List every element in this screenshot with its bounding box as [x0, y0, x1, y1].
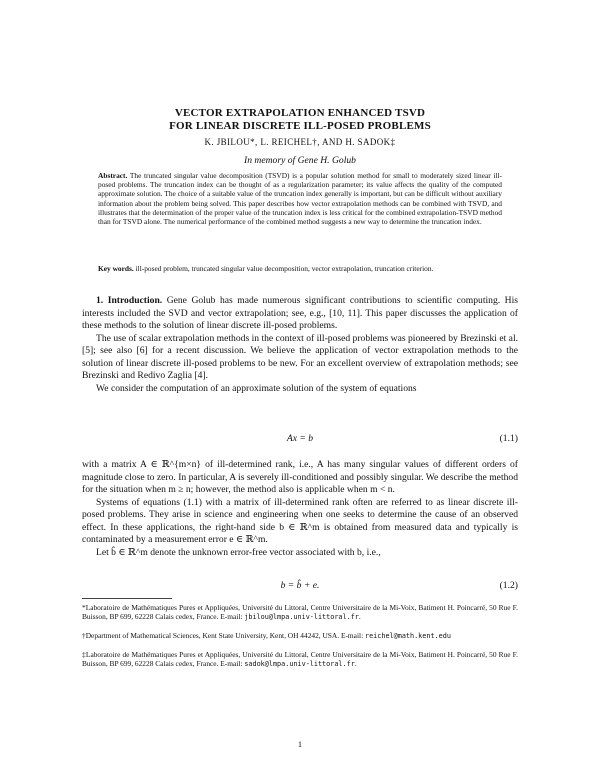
intro-paragraph-1: 1. Introduction. Gene Golub has made numerous significant contributions to scientific computing. His interests included the SVD and vector extrapolation; see, e.g., [10, 11]. This paper discusses the application of these methods to the solution of linear discrete ill-posed problems. [82, 295, 518, 331]
equation-1-2-expr: b = b̂ + e. [280, 580, 320, 591]
equation-1-1 [82, 433, 518, 447]
footnote-1-email[interactable]: jbilou@lmpa.univ-littoral.fr [244, 613, 359, 622]
keywords [98, 264, 502, 273]
intro-paragraph-3: We consider the computation of an approximate solution of the system of equations [96, 382, 417, 394]
keywords-label: Key words. [98, 264, 134, 273]
footnote-rule [82, 598, 172, 599]
equation-1-2-number: (1.2) [499, 580, 518, 591]
equation-1-1-number: (1.1) [499, 433, 518, 444]
keywords-text: ill-posed problem, truncated singular value decomposition, vector extrapolation, truncation criterion. [135, 264, 434, 273]
intro-paragraph-2: The use of scalar extrapolation methods in the context of ill-posed problems was pioneered by Brezinski et al. [5]; see also [6] for a recent discussion. We believe the application of vector extrapolation methods to the solution of linear discrete ill-posed problems to be new. For an excellent overview of extrapolation methods; see Brezinski and Redivo Zaglia [4]. [82, 332, 519, 381]
intro-paragraph-4: with a matrix A ∈ ℝ^{m×n} of ill-determined rank, i.e., A has many singular values of different orders of magnitude close to zero. In particular, A is severely ill-conditioned and possibly singular. We describe the method for the situation when m ≥ n; however, the method also is applicable when m < n. [82, 459, 518, 495]
title-line-1: VECTOR EXTRAPOLATION ENHANCED TSVD [174, 107, 426, 119]
equation-1-2 [82, 580, 518, 594]
abstract-label: Abstract. [98, 171, 128, 180]
footnote-1: *Laboratoire de Mathématiques Pures et Appliquées, Université du Littoral, Centre Universitaire de la Mi-Voix, Batiment H. Poincarré, 50 Rue F. Buisson, BP 699, 62228 Calais cedex, France. E-mail: jbilou@lmpa.univ-littoral.fr. [82, 603, 518, 622]
title-line-2: FOR LINEAR DISCRETE ILL-POSED PROBLEMS [169, 120, 431, 132]
intro-block-1 [82, 295, 518, 395]
section-heading: 1. Introduction. [96, 295, 163, 306]
abstract-text: The truncated singular value decomposition (TSVD) is a popular solution method for small to moderately sized linear ill-posed problems. The truncation index can be thought of as a regularization parameter; its value affects the quality of the computed approximate solution. The choice of a suitable value of the truncation index generally is important, but can be difficult without auxiliary information about the problem being solved. This paper describes how vector extrapolation methods can be combined with TSVD, and illustrates that the determination of the proper value of the truncation index is less critical for the combined extrapolation-TSVD method than for TSVD alone. The numerical performance of the combined method suggests a new way to determine the truncation index. [98, 171, 502, 227]
page-number: 1 [297, 740, 303, 749]
intro-paragraph-5: Systems of equations (1.1) with a matrix of ill-determined rank often are referred to as linear discrete ill-posed problems. They arise in science and engineering when one seeks to determine the cause of an observed effect. In these applications, the right-hand side b ∈ ℝ^m is obtained from measured data and typically is contaminated by a measurement error e ∈ ℝ^m. [82, 496, 518, 545]
footnote-3-email[interactable]: sadok@lmpa.univ-littoral.fr [244, 660, 355, 669]
equation-1-1-expr: Ax = b [286, 433, 314, 444]
authors: K. JBILOU*, L. REICHEL†, AND H. SADOK‡ [204, 137, 396, 147]
abstract [98, 171, 502, 226]
footnote-2: †Department of Mathematical Sciences, Kent State University, Kent, OH 44242, USA. E-mail: reichel@math.kent.edu [82, 631, 451, 640]
intro-block-2 [82, 459, 518, 559]
footnote-2-email[interactable]: reichel@math.kent.edu [364, 632, 451, 640]
paper-title [82, 107, 518, 133]
memorial-dedication: In memory of Gene H. Golub [244, 155, 356, 166]
intro-paragraph-6: Let b̂ ∈ ℝ^m denote the unknown error-free vector associated with b, i.e., [96, 546, 381, 558]
footnote-3: ‡Laboratoire de Mathématiques Pures et Appliquées, Université du Littoral, Centre Universitaire de la Mi-Voix, Batiment H. Poincarré, 50 Rue F. Buisson, BP 699, 62228 Calais cedex, France. E-mail: sadok@lmpa.univ-littoral.fr. [82, 650, 518, 669]
